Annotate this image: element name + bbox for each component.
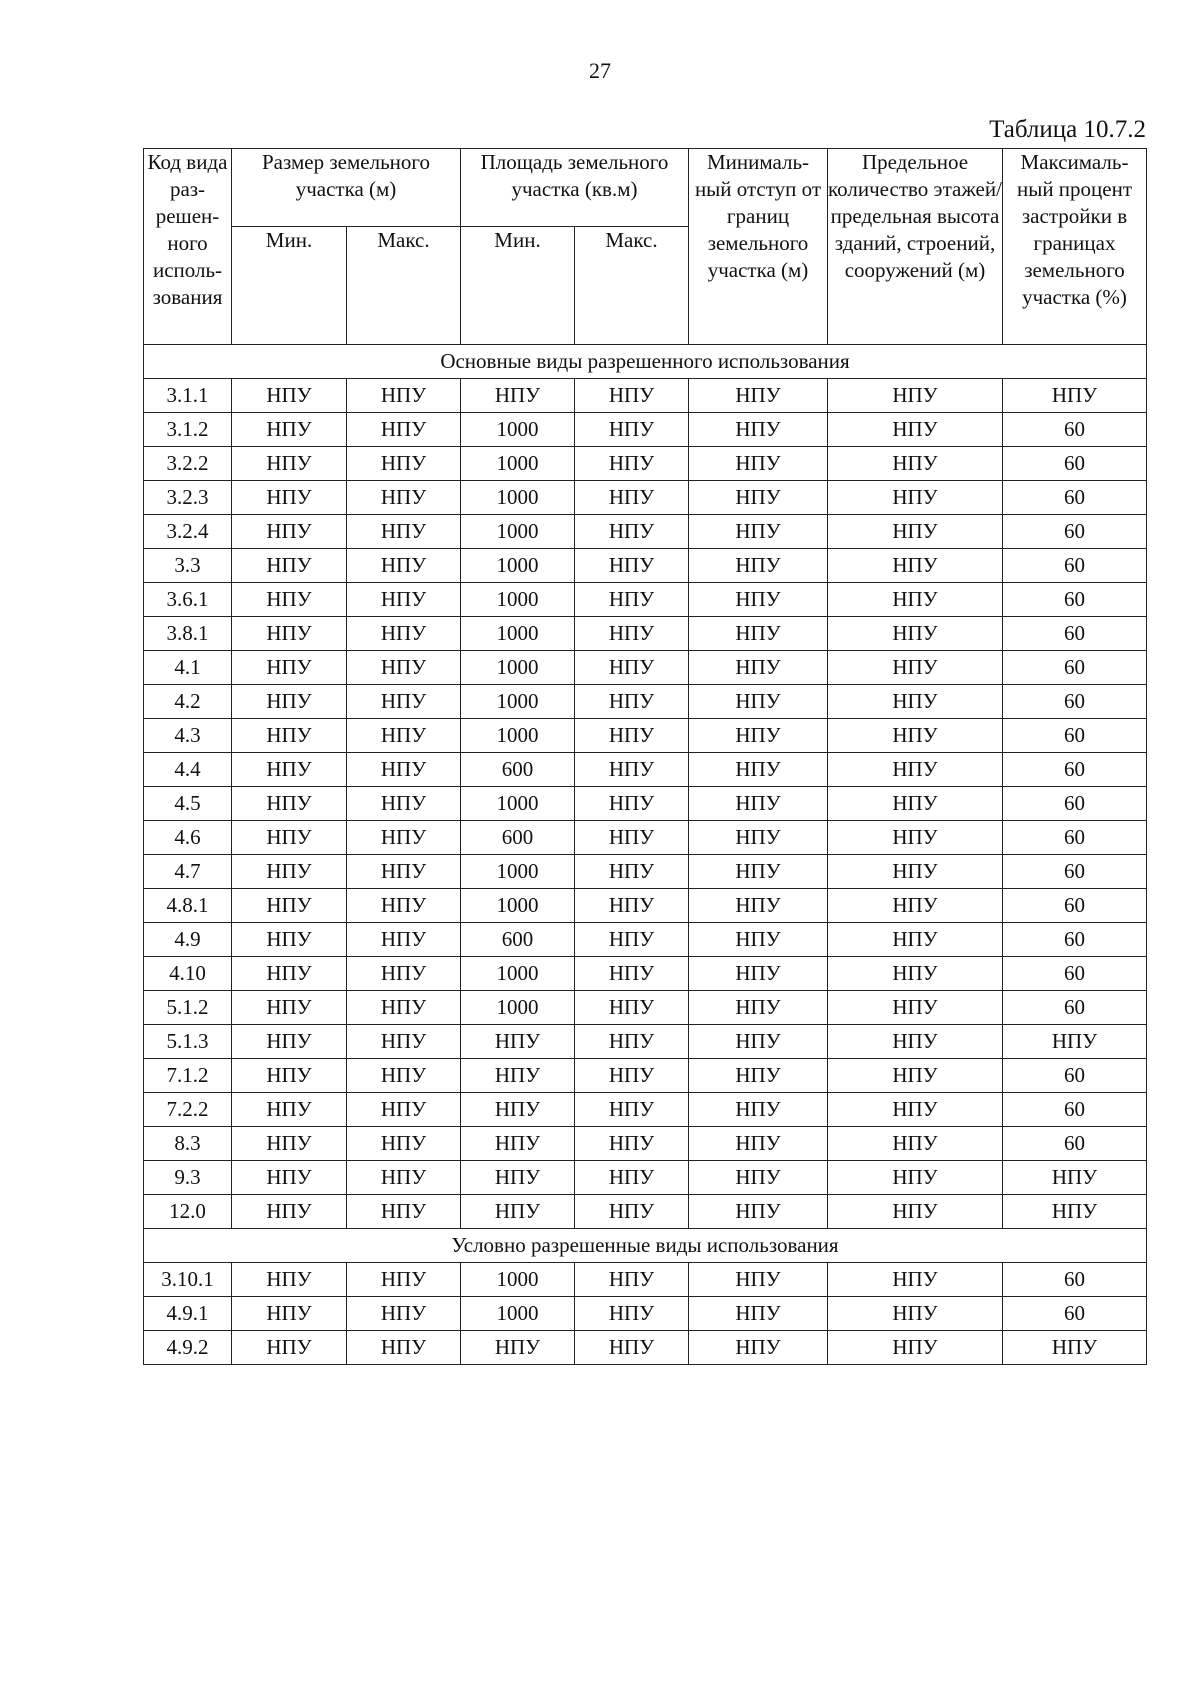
table-row [144, 991, 1147, 1025]
cell-setback: НПУ [689, 1161, 828, 1195]
cell-area-max: НПУ [575, 1127, 689, 1161]
cell-code: 4.9.2 [144, 1331, 232, 1365]
cell-area-min: 1000 [461, 549, 575, 583]
cell-size-max: НПУ [347, 719, 461, 753]
cell-size-min: НПУ [232, 923, 347, 957]
cell-height: НПУ [828, 617, 1003, 651]
cell-area-max: НПУ [575, 991, 689, 1025]
table-caption: Таблица 10.7.2 [989, 116, 1146, 143]
cell-area-max: НПУ [575, 1025, 689, 1059]
table-row [144, 1195, 1147, 1229]
cell-setback: НПУ [689, 1093, 828, 1127]
table-row [144, 549, 1147, 583]
cell-code: 3.2.4 [144, 515, 232, 549]
cell-size-min: НПУ [232, 991, 347, 1025]
cell-setback: НПУ [689, 515, 828, 549]
cell-area-min: 1000 [461, 481, 575, 515]
cell-setback: НПУ [689, 651, 828, 685]
cell-height: НПУ [828, 787, 1003, 821]
table-row [144, 685, 1147, 719]
table-row [144, 923, 1147, 957]
cell-code: 3.3 [144, 549, 232, 583]
cell-coverage: 60 [1003, 1127, 1147, 1161]
cell-area-min: 1000 [461, 685, 575, 719]
cell-coverage: 60 [1003, 787, 1147, 821]
cell-coverage: 60 [1003, 583, 1147, 617]
section-row [144, 345, 1147, 379]
cell-size-min: НПУ [232, 1127, 347, 1161]
cell-setback: НПУ [689, 1263, 828, 1297]
cell-size-max: НПУ [347, 481, 461, 515]
cell-size-min: НПУ [232, 889, 347, 923]
cell-setback: НПУ [689, 1297, 828, 1331]
cell-coverage: НПУ [1003, 1161, 1147, 1195]
table-row [144, 1127, 1147, 1161]
cell-setback: НПУ [689, 889, 828, 923]
cell-area-max: НПУ [575, 617, 689, 651]
cell-coverage: 60 [1003, 957, 1147, 991]
cell-area-min: 1000 [461, 889, 575, 923]
cell-height: НПУ [828, 447, 1003, 481]
cell-coverage: 60 [1003, 1263, 1147, 1297]
cell-area-max: НПУ [575, 583, 689, 617]
cell-area-max: НПУ [575, 413, 689, 447]
cell-area-min: НПУ [461, 1331, 575, 1365]
cell-size-min: НПУ [232, 1297, 347, 1331]
cell-size-min: НПУ [232, 1025, 347, 1059]
cell-area-max: НПУ [575, 753, 689, 787]
cell-area-max: НПУ [575, 481, 689, 515]
table-row [144, 719, 1147, 753]
cell-size-max: НПУ [347, 1263, 461, 1297]
cell-height: НПУ [828, 1263, 1003, 1297]
table-row [144, 753, 1147, 787]
cell-size-max: НПУ [347, 685, 461, 719]
cell-code: 4.1 [144, 651, 232, 685]
cell-area-max: НПУ [575, 1161, 689, 1195]
table-row [144, 821, 1147, 855]
cell-height: НПУ [828, 1127, 1003, 1161]
cell-size-max: НПУ [347, 1161, 461, 1195]
cell-height: НПУ [828, 855, 1003, 889]
cell-size-max: НПУ [347, 549, 461, 583]
cell-coverage: 60 [1003, 481, 1147, 515]
cell-size-min: НПУ [232, 855, 347, 889]
cell-area-max: НПУ [575, 651, 689, 685]
cell-code: 4.9.1 [144, 1297, 232, 1331]
cell-size-max: НПУ [347, 957, 461, 991]
cell-size-min: НПУ [232, 1059, 347, 1093]
cell-area-max: НПУ [575, 719, 689, 753]
cell-code: 5.1.2 [144, 991, 232, 1025]
cell-area-min: 1000 [461, 617, 575, 651]
cell-height: НПУ [828, 719, 1003, 753]
table-row [144, 1297, 1147, 1331]
page-number: 27 [589, 58, 611, 83]
table-row [144, 855, 1147, 889]
cell-area-max: НПУ [575, 515, 689, 549]
cell-size-min: НПУ [232, 617, 347, 651]
cell-code: 8.3 [144, 1127, 232, 1161]
cell-height: НПУ [828, 379, 1003, 413]
cell-code: 7.2.2 [144, 1093, 232, 1127]
table-body [144, 345, 1147, 1365]
cell-setback: НПУ [689, 957, 828, 991]
cell-height: НПУ [828, 1093, 1003, 1127]
cell-size-max: НПУ [347, 889, 461, 923]
cell-area-max: НПУ [575, 1263, 689, 1297]
cell-area-max: НПУ [575, 379, 689, 413]
cell-code: 3.2.3 [144, 481, 232, 515]
cell-size-min: НПУ [232, 651, 347, 685]
cell-size-max: НПУ [347, 617, 461, 651]
table-row [144, 1093, 1147, 1127]
table-row [144, 379, 1147, 413]
cell-area-min: 1000 [461, 651, 575, 685]
cell-code: 3.1.1 [144, 379, 232, 413]
cell-area-min: НПУ [461, 1127, 575, 1161]
cell-size-min: НПУ [232, 1161, 347, 1195]
cell-area-max: НПУ [575, 1297, 689, 1331]
cell-code: 12.0 [144, 1195, 232, 1229]
cell-size-min: НПУ [232, 481, 347, 515]
cell-area-max: НПУ [575, 549, 689, 583]
section-title: Условно разрешенные виды использования [144, 1229, 1147, 1263]
cell-code: 7.1.2 [144, 1059, 232, 1093]
cell-setback: НПУ [689, 685, 828, 719]
cell-size-max: НПУ [347, 1195, 461, 1229]
cell-coverage: 60 [1003, 1059, 1147, 1093]
header-coverage: Максималь-ный процент застройки в границах земельного участка (%) [1003, 149, 1147, 345]
cell-height: НПУ [828, 1331, 1003, 1365]
header-setback: Минималь-ный отступ от границ земельного участка (м) [689, 149, 828, 345]
cell-setback: НПУ [689, 753, 828, 787]
cell-code: 5.1.3 [144, 1025, 232, 1059]
cell-coverage: НПУ [1003, 379, 1147, 413]
cell-area-min: 1000 [461, 957, 575, 991]
table-row [144, 515, 1147, 549]
cell-coverage: НПУ [1003, 1025, 1147, 1059]
cell-size-max: НПУ [347, 991, 461, 1025]
cell-height: НПУ [828, 957, 1003, 991]
cell-height: НПУ [828, 753, 1003, 787]
cell-area-min: НПУ [461, 1195, 575, 1229]
table-row [144, 1263, 1147, 1297]
cell-size-max: НПУ [347, 515, 461, 549]
cell-setback: НПУ [689, 1025, 828, 1059]
cell-size-min: НПУ [232, 515, 347, 549]
cell-coverage: 60 [1003, 821, 1147, 855]
cell-area-min: 1000 [461, 1263, 575, 1297]
cell-size-min: НПУ [232, 1263, 347, 1297]
cell-size-max: НПУ [347, 413, 461, 447]
cell-height: НПУ [828, 413, 1003, 447]
cell-size-min: НПУ [232, 957, 347, 991]
cell-size-min: НПУ [232, 1093, 347, 1127]
cell-coverage: 60 [1003, 413, 1147, 447]
cell-code: 3.8.1 [144, 617, 232, 651]
cell-area-min: 1000 [461, 787, 575, 821]
regulations-table [143, 148, 1147, 1365]
cell-area-max: НПУ [575, 1093, 689, 1127]
cell-area-max: НПУ [575, 821, 689, 855]
cell-size-max: НПУ [347, 1025, 461, 1059]
cell-area-min: 600 [461, 821, 575, 855]
cell-code: 4.5 [144, 787, 232, 821]
header-size-max: Макс. [347, 227, 461, 345]
cell-height: НПУ [828, 889, 1003, 923]
cell-size-min: НПУ [232, 787, 347, 821]
cell-code: 3.10.1 [144, 1263, 232, 1297]
table-header [144, 149, 1147, 345]
cell-setback: НПУ [689, 821, 828, 855]
cell-height: НПУ [828, 481, 1003, 515]
cell-size-max: НПУ [347, 379, 461, 413]
cell-size-max: НПУ [347, 1059, 461, 1093]
cell-code: 3.1.2 [144, 413, 232, 447]
cell-height: НПУ [828, 1161, 1003, 1195]
cell-setback: НПУ [689, 1195, 828, 1229]
cell-setback: НПУ [689, 991, 828, 1025]
header-area-min: Мин. [461, 227, 575, 345]
cell-code: 4.10 [144, 957, 232, 991]
cell-size-max: НПУ [347, 1297, 461, 1331]
cell-size-min: НПУ [232, 379, 347, 413]
table-row [144, 957, 1147, 991]
cell-coverage: 60 [1003, 447, 1147, 481]
cell-height: НПУ [828, 923, 1003, 957]
table-row [144, 889, 1147, 923]
cell-height: НПУ [828, 821, 1003, 855]
cell-height: НПУ [828, 1195, 1003, 1229]
cell-setback: НПУ [689, 923, 828, 957]
header-area-max: Макс. [575, 227, 689, 345]
table-row [144, 447, 1147, 481]
cell-coverage: 60 [1003, 1093, 1147, 1127]
cell-size-max: НПУ [347, 583, 461, 617]
cell-height: НПУ [828, 685, 1003, 719]
cell-height: НПУ [828, 1297, 1003, 1331]
table-row [144, 1025, 1147, 1059]
cell-area-max: НПУ [575, 889, 689, 923]
cell-size-min: НПУ [232, 753, 347, 787]
cell-size-min: НПУ [232, 1195, 347, 1229]
table-row [144, 1331, 1147, 1365]
cell-area-min: 600 [461, 923, 575, 957]
cell-size-min: НПУ [232, 447, 347, 481]
table-row [144, 617, 1147, 651]
cell-height: НПУ [828, 651, 1003, 685]
cell-area-min: 1000 [461, 1297, 575, 1331]
cell-size-max: НПУ [347, 1093, 461, 1127]
cell-area-min: НПУ [461, 1093, 575, 1127]
cell-size-max: НПУ [347, 855, 461, 889]
cell-size-max: НПУ [347, 753, 461, 787]
cell-size-max: НПУ [347, 1331, 461, 1365]
cell-coverage: НПУ [1003, 1195, 1147, 1229]
table-row [144, 583, 1147, 617]
cell-size-max: НПУ [347, 923, 461, 957]
cell-height: НПУ [828, 583, 1003, 617]
cell-code: 9.3 [144, 1161, 232, 1195]
cell-area-min: 1000 [461, 719, 575, 753]
cell-height: НПУ [828, 991, 1003, 1025]
table-row [144, 1059, 1147, 1093]
section-title: Основные виды разрешенного использования [144, 345, 1147, 379]
cell-size-max: НПУ [347, 821, 461, 855]
cell-coverage: 60 [1003, 923, 1147, 957]
cell-code: 4.9 [144, 923, 232, 957]
cell-code: 4.4 [144, 753, 232, 787]
cell-area-min: НПУ [461, 1059, 575, 1093]
cell-setback: НПУ [689, 447, 828, 481]
cell-coverage: 60 [1003, 855, 1147, 889]
cell-setback: НПУ [689, 719, 828, 753]
cell-area-min: 1000 [461, 583, 575, 617]
section-row [144, 1229, 1147, 1263]
cell-coverage: 60 [1003, 719, 1147, 753]
cell-size-min: НПУ [232, 685, 347, 719]
cell-height: НПУ [828, 1059, 1003, 1093]
cell-area-max: НПУ [575, 685, 689, 719]
cell-area-min: НПУ [461, 379, 575, 413]
cell-size-max: НПУ [347, 787, 461, 821]
cell-size-min: НПУ [232, 1331, 347, 1365]
cell-setback: НПУ [689, 787, 828, 821]
cell-setback: НПУ [689, 617, 828, 651]
cell-setback: НПУ [689, 379, 828, 413]
cell-size-max: НПУ [347, 651, 461, 685]
cell-coverage: 60 [1003, 889, 1147, 923]
cell-size-min: НПУ [232, 821, 347, 855]
cell-size-min: НПУ [232, 549, 347, 583]
header-height: Предельное количество этажей/ предельная высота зданий, строений, сооружений (м) [828, 149, 1003, 345]
cell-setback: НПУ [689, 413, 828, 447]
cell-area-max: НПУ [575, 1059, 689, 1093]
cell-area-max: НПУ [575, 957, 689, 991]
cell-setback: НПУ [689, 855, 828, 889]
cell-area-min: 600 [461, 753, 575, 787]
cell-height: НПУ [828, 549, 1003, 583]
cell-height: НПУ [828, 515, 1003, 549]
cell-area-max: НПУ [575, 923, 689, 957]
cell-coverage: 60 [1003, 685, 1147, 719]
cell-area-min: 1000 [461, 447, 575, 481]
cell-coverage: 60 [1003, 549, 1147, 583]
table-row [144, 1161, 1147, 1195]
cell-setback: НПУ [689, 583, 828, 617]
header-size-min: Мин. [232, 227, 347, 345]
cell-area-max: НПУ [575, 447, 689, 481]
cell-area-min: 1000 [461, 515, 575, 549]
table-row [144, 481, 1147, 515]
cell-height: НПУ [828, 1025, 1003, 1059]
cell-coverage: 60 [1003, 515, 1147, 549]
header-size-group: Размер земельного участка (м) [232, 149, 461, 227]
header-area-group: Площадь земельного участка (кв.м) [461, 149, 689, 227]
cell-coverage: 60 [1003, 617, 1147, 651]
cell-area-max: НПУ [575, 1331, 689, 1365]
cell-setback: НПУ [689, 1331, 828, 1365]
cell-coverage: НПУ [1003, 1331, 1147, 1365]
cell-area-min: 1000 [461, 855, 575, 889]
cell-code: 4.3 [144, 719, 232, 753]
cell-size-min: НПУ [232, 719, 347, 753]
table-row [144, 413, 1147, 447]
cell-coverage: 60 [1003, 753, 1147, 787]
cell-area-max: НПУ [575, 787, 689, 821]
cell-area-min: 1000 [461, 991, 575, 1025]
cell-area-max: НПУ [575, 1195, 689, 1229]
cell-area-max: НПУ [575, 855, 689, 889]
cell-code: 4.8.1 [144, 889, 232, 923]
cell-area-min: НПУ [461, 1025, 575, 1059]
cell-code: 4.2 [144, 685, 232, 719]
cell-area-min: 1000 [461, 413, 575, 447]
cell-coverage: 60 [1003, 651, 1147, 685]
cell-size-max: НПУ [347, 1127, 461, 1161]
header-code: Код вида раз-решен-ного исполь-зования [144, 149, 232, 345]
cell-size-min: НПУ [232, 413, 347, 447]
cell-code: 3.6.1 [144, 583, 232, 617]
cell-coverage: 60 [1003, 991, 1147, 1025]
cell-setback: НПУ [689, 481, 828, 515]
cell-setback: НПУ [689, 1127, 828, 1161]
table-row [144, 651, 1147, 685]
cell-size-min: НПУ [232, 583, 347, 617]
cell-coverage: 60 [1003, 1297, 1147, 1331]
cell-area-min: НПУ [461, 1161, 575, 1195]
cell-size-max: НПУ [347, 447, 461, 481]
cell-setback: НПУ [689, 549, 828, 583]
cell-code: 4.7 [144, 855, 232, 889]
cell-code: 4.6 [144, 821, 232, 855]
cell-code: 3.2.2 [144, 447, 232, 481]
cell-setback: НПУ [689, 1059, 828, 1093]
table-row [144, 787, 1147, 821]
